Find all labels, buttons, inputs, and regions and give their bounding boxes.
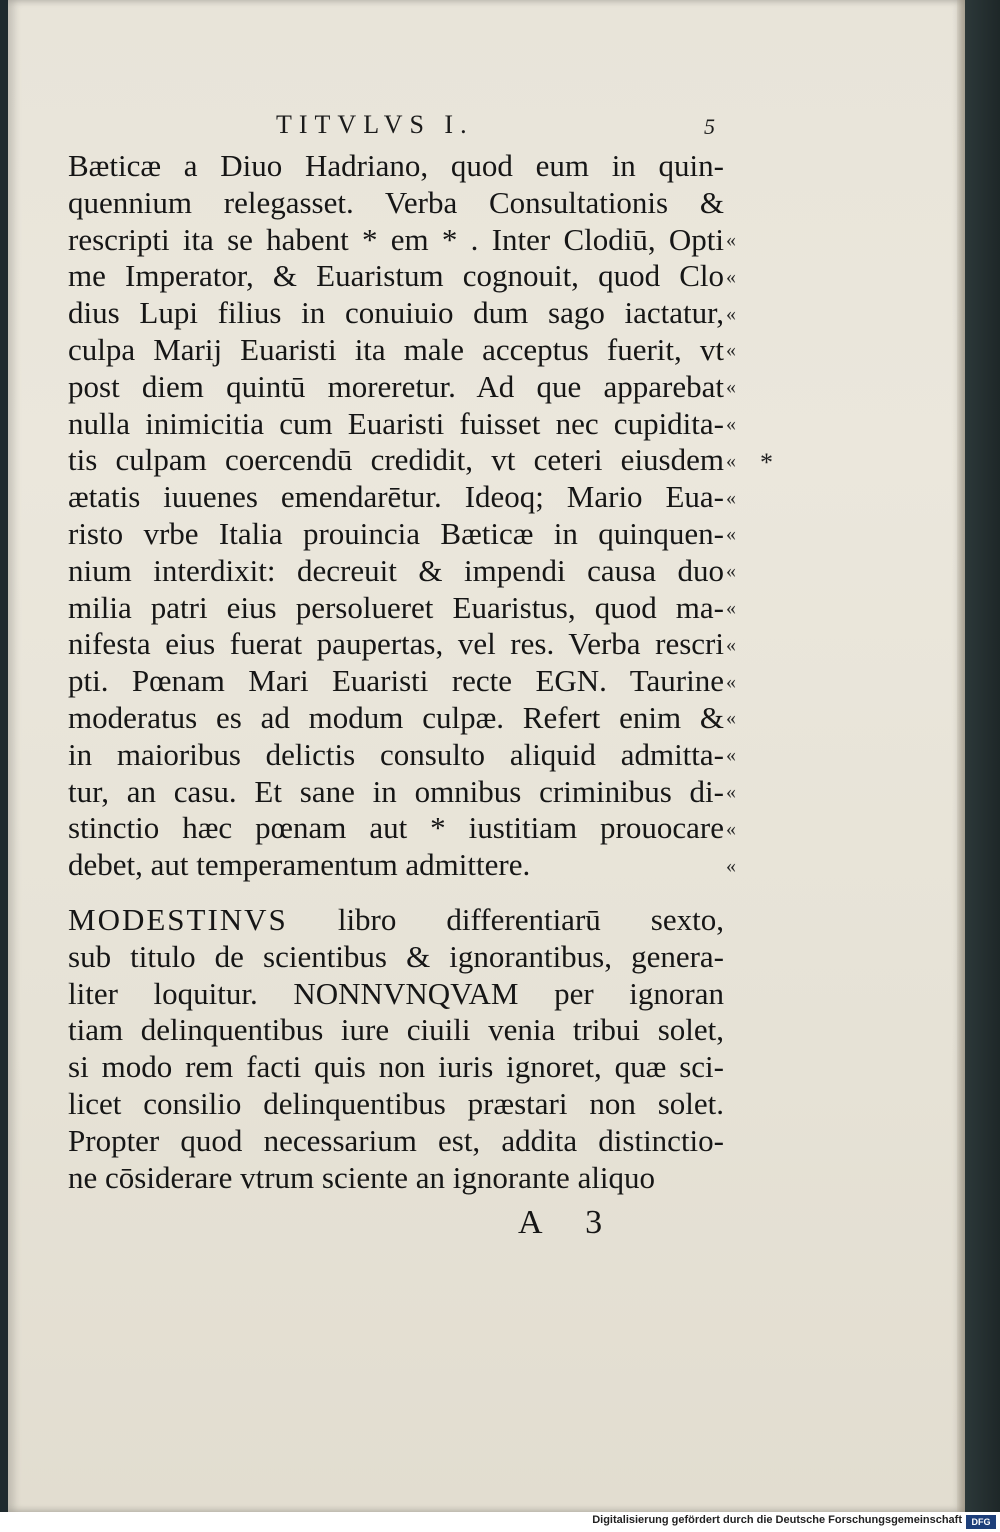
- book-page: [8, 0, 965, 1512]
- text-line: milia patri eius persolueret Euaristus, quod ma-: [68, 589, 724, 625]
- text-line: nifesta eius fuerat paupertas, vel res. Verba rescri: [68, 626, 724, 662]
- margin-quote-marks: [726, 222, 756, 884]
- quote-mark: «: [726, 412, 736, 435]
- footer-credit: Digitalisierung gefördert durch die Deutsche Forschungsgemeinschaft: [592, 1514, 962, 1526]
- paragraph-lead-rest: libro differentiarū sexto,: [287, 901, 724, 937]
- text-line: Propter quod necessarium est, addita distinctio-: [68, 1122, 724, 1158]
- digitization-footer: [0, 1512, 1000, 1532]
- paragraph-lead-word: MODESTINVS: [68, 901, 288, 937]
- main-text: [68, 148, 728, 1196]
- quote-mark: «: [726, 780, 736, 803]
- text-line: culpa Marij Euaristi ita male acceptus fuerit, vt: [68, 331, 724, 367]
- text-line: Bæticæ a Diuo Hadriano, quod eum in quin-: [68, 148, 724, 183]
- folio-number: 5: [704, 114, 715, 139]
- text-line: tis culpam coercendū credidit, vt ceteri eiusdem: [68, 442, 724, 478]
- text-line: ne cōsiderare vtrum sciente an ignorante aliquo: [68, 1159, 656, 1195]
- text-line: sub titulo de scientibus & ignorantibus, genera-: [68, 938, 724, 974]
- quote-mark: «: [726, 670, 736, 693]
- margin-asterisk: *: [760, 448, 773, 477]
- text-line: in maioribus delictis consulto aliquid admitta-: [68, 736, 724, 772]
- text-line: risto vrbe Italia prouincia Bæticæ in quinquen-: [68, 515, 724, 551]
- running-head: [8, 108, 965, 144]
- text-line: rescripti ita se habent * em * . Inter Clodiū, Opti: [68, 221, 724, 257]
- text-line: tiam delinquentibus iure ciuili venia tribui solet,: [68, 1012, 724, 1048]
- running-head-title: TITVLVS I.: [276, 110, 474, 139]
- quote-mark: «: [726, 449, 736, 472]
- quote-mark: «: [726, 596, 736, 619]
- text-line: moderatus es ad modum culpæ. Refert enim &: [68, 699, 724, 735]
- text-line: [68, 902, 724, 939]
- quote-mark: «: [726, 560, 736, 583]
- text-line: tur, an casu. Et sane in omnibus criminibus di-: [68, 773, 724, 809]
- quote-mark: «: [726, 486, 736, 509]
- quote-mark: «: [726, 376, 736, 399]
- text-line: licet consilio delinquentibus præstari non solet.: [68, 1085, 724, 1121]
- quote-mark: «: [726, 265, 736, 288]
- quote-mark: «: [726, 339, 736, 362]
- paragraph-1: [68, 148, 728, 884]
- text-line: stinctio hæc pœnam aut * iustitiam prouocare: [68, 810, 724, 846]
- quote-mark: «: [726, 229, 736, 251]
- text-line: quennium relegasset. Verba Consultationis &: [68, 184, 724, 220]
- paragraph-2: [68, 902, 728, 1196]
- text-line: nulla inimicitia cum Euaristi fuisset nec cupidita-: [68, 405, 724, 441]
- quote-mark: «: [726, 523, 736, 546]
- scan-right-edge: [965, 0, 1000, 1512]
- signature-mark: A 3: [518, 1204, 621, 1241]
- text-line: si modo rem facti quis non iuris ignoret, quæ sci-: [68, 1049, 724, 1085]
- dfg-logo: DFG: [966, 1515, 996, 1529]
- quote-mark: «: [726, 707, 736, 730]
- quote-mark: «: [726, 302, 736, 325]
- text-line: debet, aut temperamentum admittere.: [68, 847, 531, 883]
- quote-mark: «: [726, 633, 736, 656]
- text-line: post diem quintū moreretur. Ad que apparebat: [68, 368, 724, 404]
- text-line: ætatis iuuenes emendarētur. Ideoq; Mario Eua-: [68, 479, 724, 515]
- text-line: nium interdixit: decreuit & impendi causa duo: [68, 552, 724, 588]
- quote-mark: «: [726, 817, 736, 840]
- text-line: liter loquitur. NONNVNQVAM per ignoran: [68, 975, 724, 1011]
- quote-mark: «: [726, 854, 736, 877]
- text-line: me Imperator, & Euaristum cognouit, quod Clo: [68, 258, 724, 294]
- quote-mark: «: [726, 744, 736, 767]
- text-line: pti. Pœnam Mari Euaristi recte EGN. Taurine: [68, 663, 724, 699]
- text-line: dius Lupi filius in conuiuio dum sago iactatur,: [68, 295, 724, 331]
